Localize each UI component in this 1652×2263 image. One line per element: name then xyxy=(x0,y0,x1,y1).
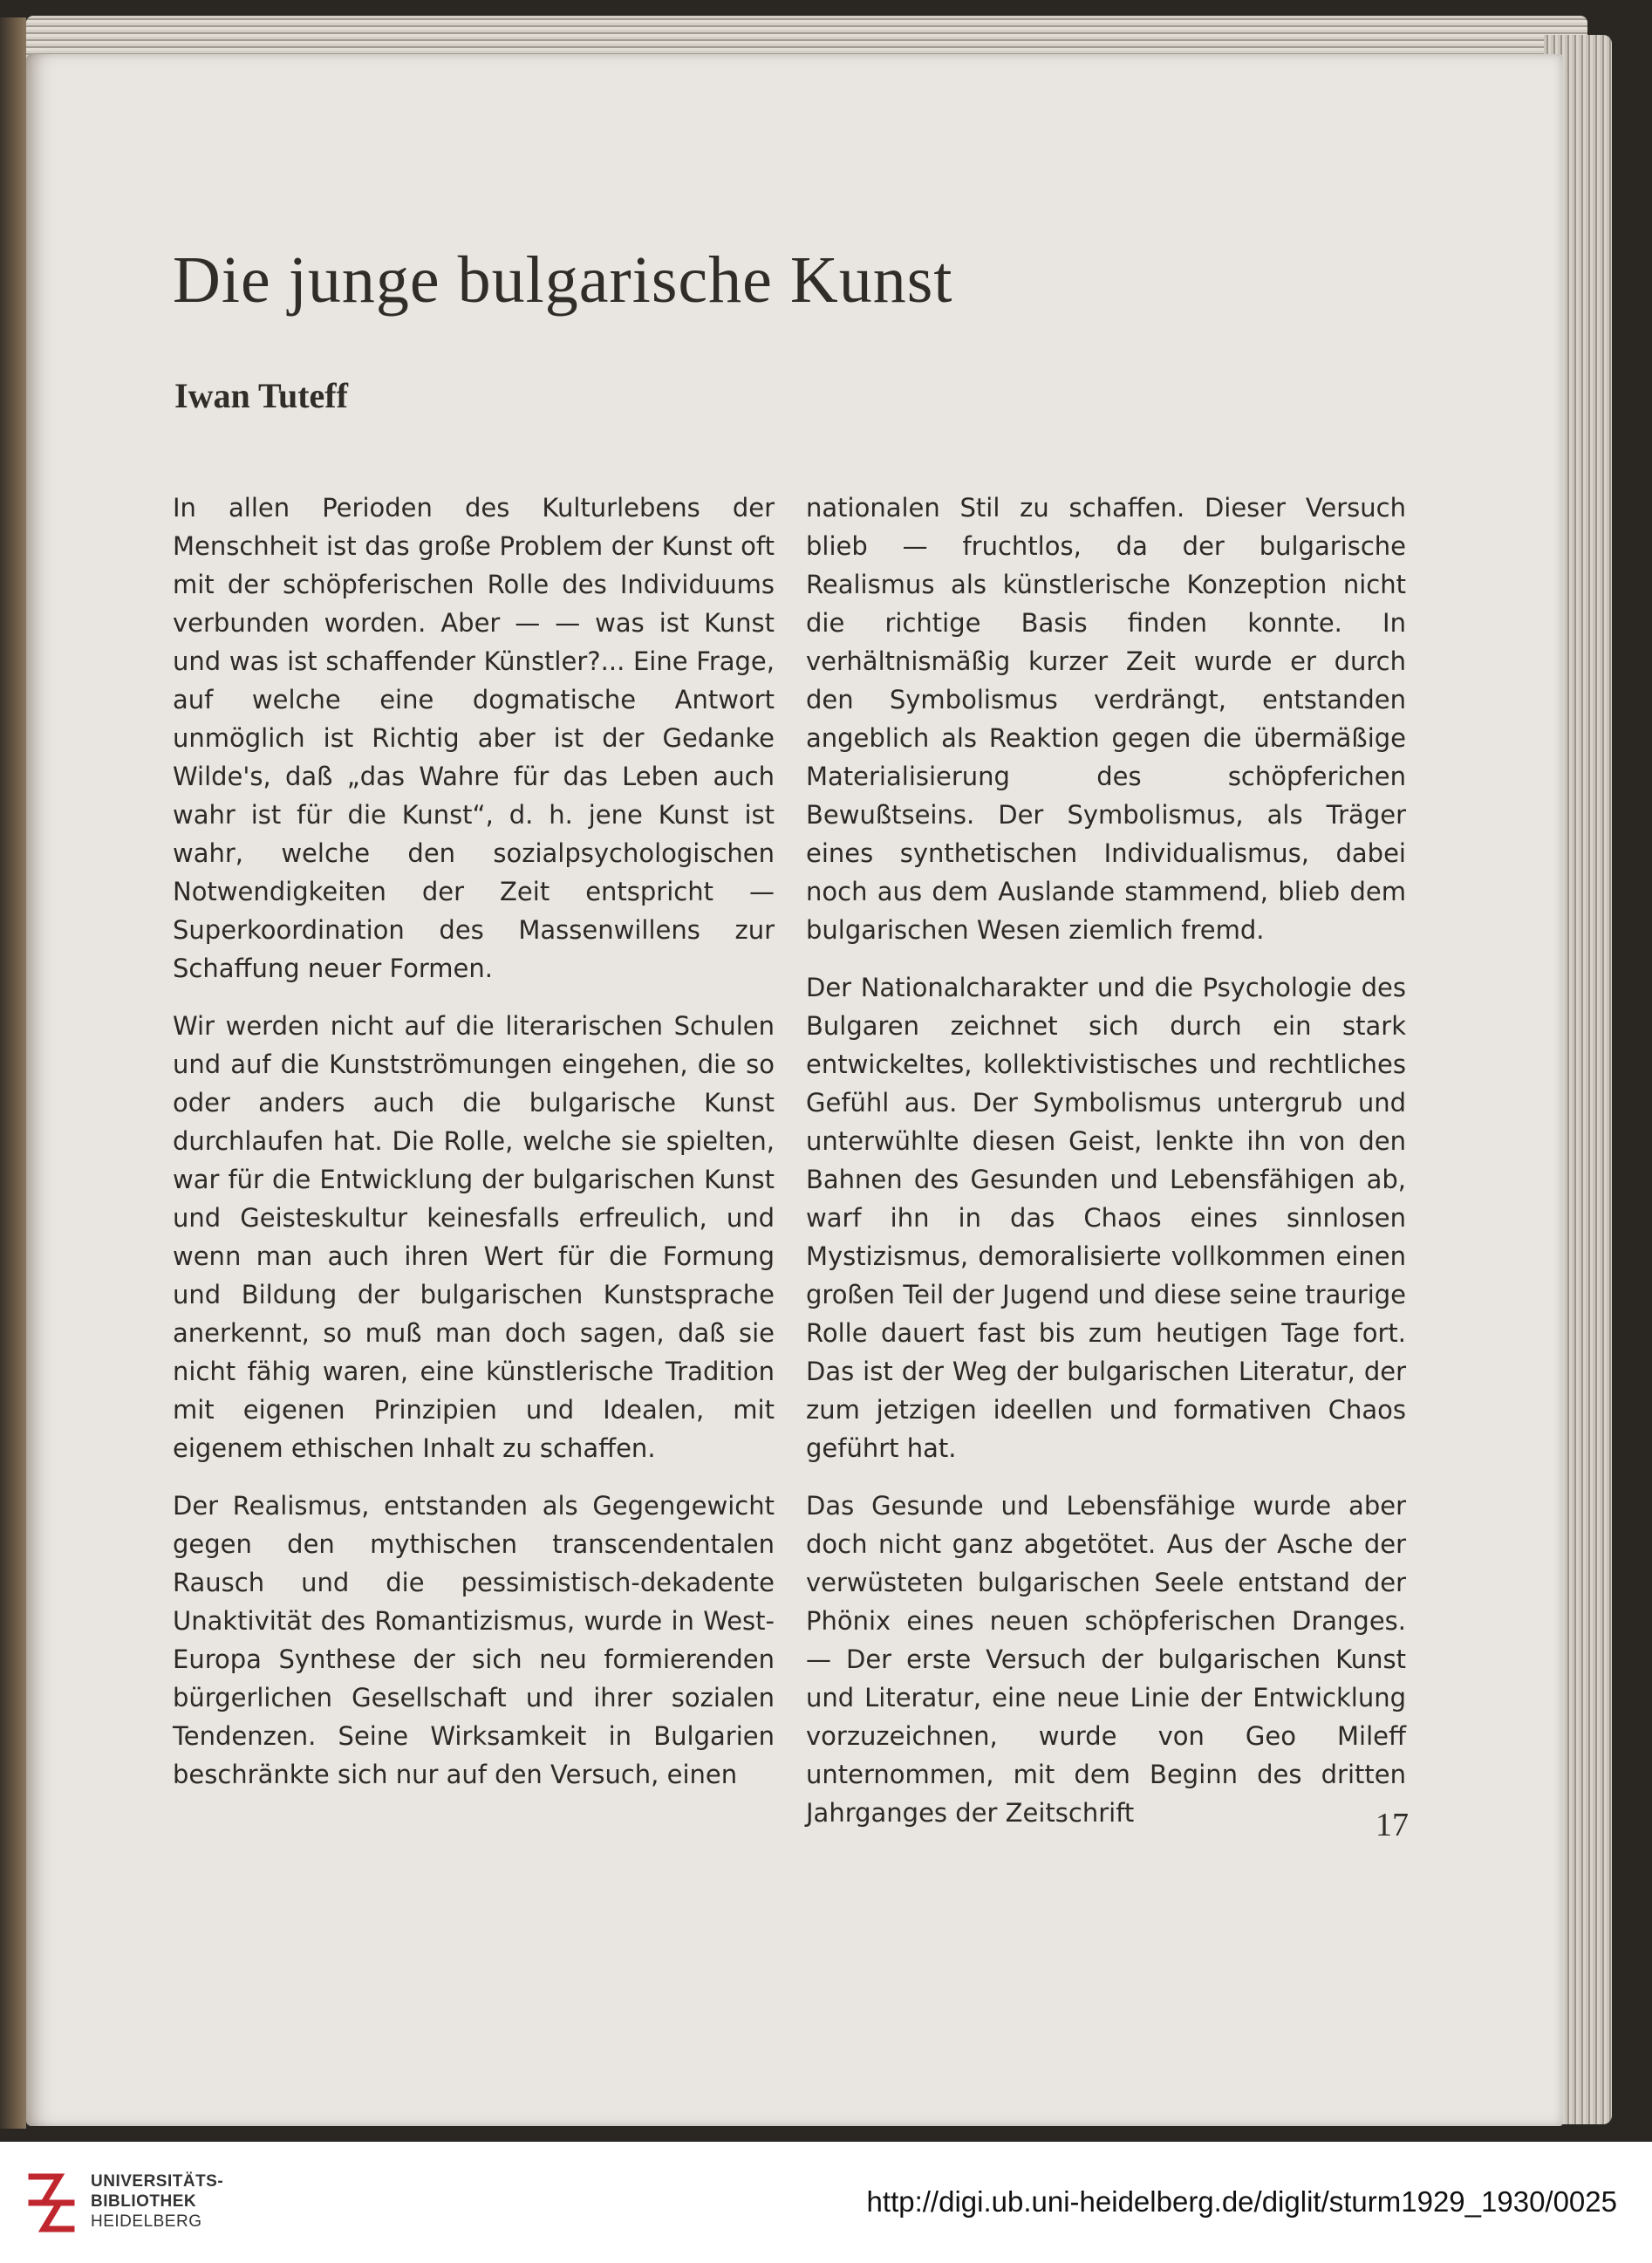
paragraph: Das Gesunde und Lebensfähige wurde aber doch nicht ganz abgetötet. Aus der Asche der verwüsteten bulgarischen Seele entstand der Phönix eines neuen schöpferischen Dranges. — Der erste Versuch der bulgarischen Kunst und Literatur, eine neue Linie der Entwicklung vorzuzeichnen, wurde von Geo Mileff unternommen, mit dem Beginn des dritten Jahrganges der Zeitschrift xyxy=(806,1491,1406,1828)
article-title: Die junge bulgarische Kunst xyxy=(173,243,953,317)
text-column-right xyxy=(806,489,1406,1851)
university-library-logo-icon xyxy=(24,2159,79,2246)
page-number: 17 xyxy=(1376,1807,1409,1843)
book-spine-edge xyxy=(0,17,26,2129)
paragraph: Der Nationalcharakter und die Psychologie des Bulgaren zeichnet sich durch ein stark entwickeltes, kollektivistisches und rechtliches Gefühl aus. Der Symbolismus untergrub und unterwühlte diesen Geist, lenkte ihn von den Bahnen des Gesunden und Lebensfähigen ab, warf ihn in das Chaos eines sinnlosen Mystizismus, demoralisierte vollkommen einen großen Teil der Jugend und diese seine traurige Rolle dauert fast bis zum heutigen Tage fort. Das ist der Weg der bulgarischen Literatur, der zum jetzigen ideellen und formativen Chaos geführt hat. xyxy=(806,973,1406,1463)
article-author: Iwan Tuteff xyxy=(174,376,348,415)
paragraph: In allen Perioden des Kulturlebens der Menschheit ist das große Problem der Kunst oft mit der schöpferischen Rolle des Individuums verbunden worden. Aber — — was ist Kunst und was ist schaffender Künstler?... Eine Frage, auf welche eine dogmatische Antwort unmöglich ist Richtig aber ist der Gedanke Wilde's, daß „das Wahre für das Leben auch wahr ist für die Kunst“, d. h. jene Kunst ist wahr, welche den sozialpsychologischen Notwendigkeiten der Zeit entspricht — Superkoordination des Massenwillens zur Schaffung neuer Formen. xyxy=(173,493,775,983)
library-name-line: HEIDELBERG xyxy=(91,2212,202,2231)
text-column-left xyxy=(173,489,775,1813)
library-name xyxy=(91,2171,300,2232)
paragraph: Der Realismus, entstanden als Gegengewicht gegen den mythischen transcendentalen Rausch und die pessimistisch-dekadente Unaktivität des Romantizismus, wurde in West-Europa Synthese der sich neu formierenden bürgerlichen Gesellschaft und ihrer sozialen Tendenzen. Seine Wirksamkeit in Bulgarien beschränkte sich nur auf den Versuch, einen xyxy=(173,1491,775,1789)
digitization-footer xyxy=(0,2142,1652,2263)
source-url[interactable]: http://digi.ub.uni-heidelberg.de/diglit/sturm1929_1930/0025 xyxy=(866,2185,1617,2218)
library-name-line: BIBLIOTHEK xyxy=(91,2192,197,2211)
library-name-line: UNIVERSITÄTS- xyxy=(91,2172,224,2191)
paragraph: Wir werden nicht auf die literarischen Schulen und auf die Kunstströmungen eingehen, die so oder anders auch die bulgarische Kunst durchlaufen hat. Die Rolle, welche sie spielten, war für die Entwicklung der bulgarischen Kunst und Geisteskultur keinesfalls erfreulich, und wenn man auch ihren Wert für die Formung und Bildung der bulgarischen Kunstsprache anerkennt, so muß man doch sagen, daß sie nicht fähig waren, eine künstlerische Tradition mit eigenen Prinzipien und Idealen, mit eigenem ethischen Inhalt zu schaffen. xyxy=(173,1011,775,1463)
paragraph: nationalen Stil zu schaffen. Dieser Versuch blieb — fruchtlos, da der bulgarische Realismus als künstlerische Konzeption nicht die richtige Basis finden konnte. In verhältnismäßig kurzer Zeit wurde er durch den Symbolismus verdrängt, entstanden angeblich als Reaktion gegen die übermäßige Materialisierung des schöpferichen Bewußtseins. Der Symbolismus, als Träger eines synthetischen Individualismus, dabei noch aus dem Auslande stammend, blieb dem bulgarischen Wesen ziemlich fremd. xyxy=(806,493,1406,945)
